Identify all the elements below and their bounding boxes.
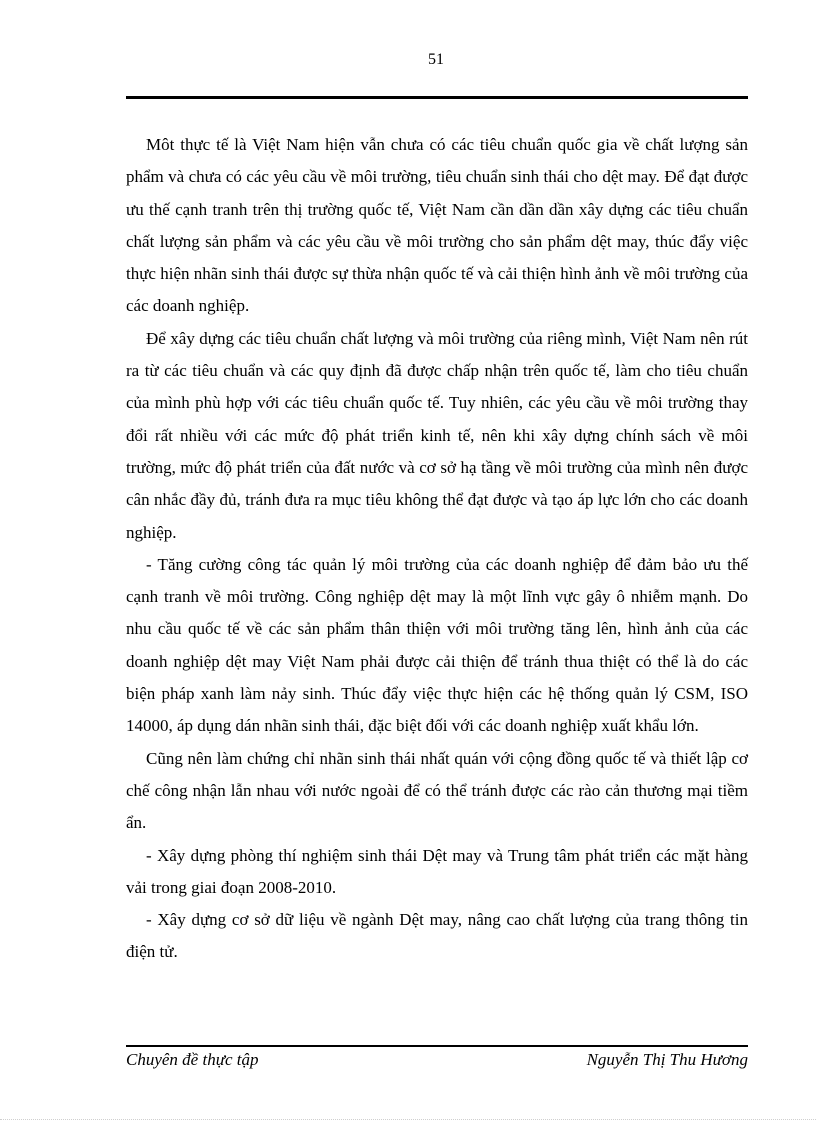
paragraph: Để xây dựng các tiêu chuẩn chất lượng và môi trường của riêng mình, Việt Nam nên rút ra từ các tiêu chuẩn và các quy định đã được chấp nhận trên quốc tế, làm cho tiêu chuẩn của mình phù hợp với các tiêu chuẩn quốc tế. Tuy nhiên, các yêu cầu về môi trường thay đổi rất nhiều với các mức độ phát triển kinh tế, nên khi xây dựng chính sách về môi trường, mức độ phát triển của đất nước và cơ sở hạ tầng về môi trường của mình nên được cân nhắc đầy đủ, tránh đưa ra mục tiêu không thể đạt được và tạo áp lực lớn cho các doanh nghiệp. bbox=[126, 328, 748, 542]
paragraph: Cũng nên làm chứng chỉ nhãn sinh thái nhất quán với cộng đồng quốc tế và thiết lập cơ chế công nhận lẫn nhau với nước ngoài để có thể tránh được các rào cản thương mại tiềm ẩn. bbox=[126, 748, 748, 833]
footer-document-type: Chuyên đề thực tập bbox=[126, 1050, 259, 1069]
footer bbox=[126, 1050, 748, 1070]
paragraph: - Xây dựng phòng thí nghiệm sinh thái Dệt may và Trung tâm phát triển các mặt hàng vải trong giai đoạn 2008-2010. bbox=[126, 845, 748, 897]
header-rule bbox=[126, 96, 748, 99]
paragraph: Môt thực tế là Việt Nam hiện vẫn chưa có các tiêu chuẩn quốc gia về chất lượng sản phẩm và chưa có các yêu cầu về môi trường, tiêu chuẩn sinh thái cho dệt may. Để đạt được ưu thế cạnh tranh trên thị trường quốc tế, Việt Nam cần dần dần xây dựng các tiêu chuẩn chất lượng sản phẩm và các yêu cầu về môi trường cho sản phẩm dệt may, thúc đẩy việc thực hiện nhãn sinh thái được sự thừa nhận quốc tế và cải thiện hình ảnh về môi trường của các doanh nghiệp. bbox=[126, 135, 748, 316]
footer-author: Nguyễn Thị Thu Hương bbox=[586, 1050, 748, 1069]
page-edge-divider bbox=[0, 1119, 816, 1120]
body-text bbox=[126, 129, 748, 969]
footer-rule bbox=[126, 1045, 748, 1047]
paragraph: - Xây dựng cơ sở dữ liệu về ngành Dệt may, nâng cao chất lượng của trang thông tin điện tử. bbox=[126, 910, 748, 962]
page-number: 51 bbox=[428, 51, 444, 68]
paragraph: - Tăng cường công tác quản lý môi trường của các doanh nghiệp để đảm bảo ưu thế cạnh tranh về môi trường. Công nghiệp dệt may là một lĩnh vực gây ô nhiễm mạnh. Do nhu cầu quốc tế về các sản phẩm thân thiện với môi trường tăng lên, hình ảnh của các doanh nghiệp dệt may Việt Nam phải được cải thiện để tránh thua thiệt có thể là do các biện pháp xanh làm nảy sinh. Thúc đẩy việc thực hiện các hệ thống quản lý CSM, ISO 14000, áp dụng dán nhãn sinh thái, đặc biệt đối với các doanh nghiệp xuất khẩu lớn. bbox=[126, 554, 748, 736]
